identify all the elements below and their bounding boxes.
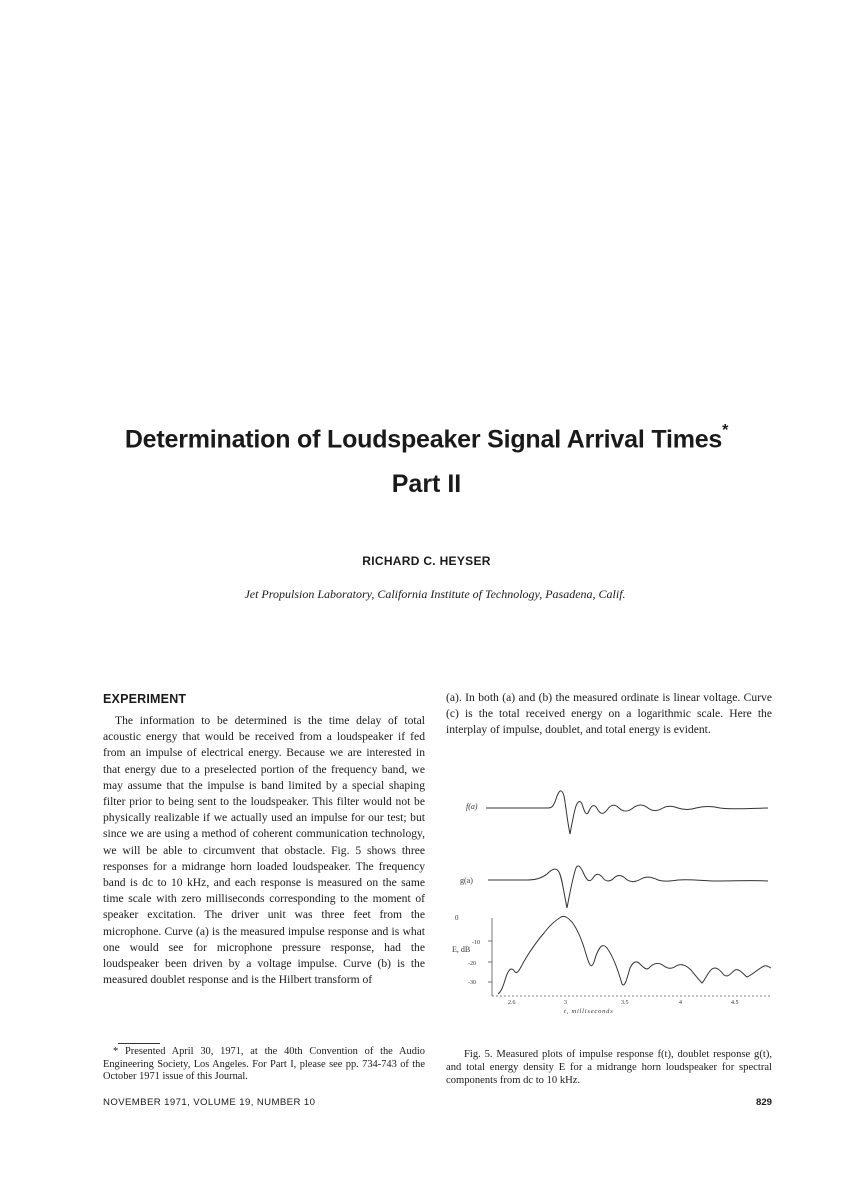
page-number: 829: [755, 1097, 772, 1108]
y-tick-label: -10: [472, 940, 480, 946]
body-text-right-column: (a). In both (a) and (b) the measured ordinate is linear voltage. Curve (c) is the total received energy on a logarithmic scale. Here the interplay of impulse, doublet, and total energy is evident.: [446, 691, 772, 737]
x-axis-label: t, milliseconds: [564, 1008, 614, 1015]
x-tick-label: 4: [679, 1000, 682, 1006]
y-tick-label: -20: [468, 961, 476, 967]
curve-label-g: g(a): [460, 876, 473, 885]
curve-label-e: E, dB: [452, 945, 471, 954]
paper-subtitle: Part II: [391, 470, 462, 498]
curve-label-f: f(a): [466, 802, 478, 811]
journal-issue-footer: NOVEMBER 1971, VOLUME 19, NUMBER 10: [103, 1097, 316, 1108]
body-text-left-column: The information to be determined is the time delay of total acoustic energy that would be received from a loudspeaker if fed from an impulse of electrical energy. Because we are interested in that energy due to a preselected portion of the frequency band, we may assume that the impulse is band limited by a special shaping filter prior to being sent to the loudspeaker. This filter would not be physically realizable if we actually used an impulse for our test; but since we are using a method of coherent communication technology, we will be able to circumvent that obstacle. Fig. 5 shows three responses for a midrange horn loaded loudspeaker. The frequency band is dc to 10 kHz, and each response is measured on the same time scale with zero milliseconds corresponding to the moment of speaker excitation. The driver unit was three feet from the microphone. Curve (a) is the measured impulse response and is what one would see for microphone pressure response, had the loudspeaker been driven by a voltage impulse. Curve (b) is the measured doublet response and is the Hilbert transform of: [103, 714, 425, 987]
energy-axes: [488, 918, 771, 996]
impulse-response-curve: [486, 791, 768, 834]
figure-5-plot: [446, 768, 776, 1028]
figure-5: [446, 768, 776, 1028]
author-name: RICHARD C. HEYSER: [362, 554, 491, 568]
total-energy-curve: [498, 916, 771, 994]
title-footnote-mark: *: [722, 422, 729, 439]
y-tick-label: 0: [455, 914, 459, 922]
author-affiliation: Jet Propulsion Laboratory, California Institute of Technology, Pasadena, Calif.: [244, 587, 626, 601]
section-heading: EXPERIMENT: [103, 692, 187, 706]
footnote-rule: [118, 1043, 160, 1044]
figure-caption: Fig. 5. Measured plots of impulse response f(t), doublet response g(t), and total energy density E for a midrange horn loudspeaker for spectral components from dc to 10 kHz.: [446, 1049, 772, 1086]
x-tick-label: 4.5: [731, 1000, 739, 1006]
x-tick-label: 2.6: [508, 1000, 516, 1006]
doublet-response-curve: [488, 866, 768, 908]
paper-title: [0, 422, 853, 454]
footnote: * Presented April 30, 1971, at the 40th Convention of the Audio Engineering Society, Los Angeles. For Part I, please see pp. 734-743 of the October 1971 issue of this Journal.: [103, 1046, 425, 1083]
x-tick-label: 3: [564, 1000, 567, 1006]
title-line-1: Determination of Loudspeaker Signal Arrival Times: [124, 425, 723, 454]
x-tick-label: 3.5: [621, 1000, 629, 1006]
y-tick-label: -30: [468, 980, 476, 986]
